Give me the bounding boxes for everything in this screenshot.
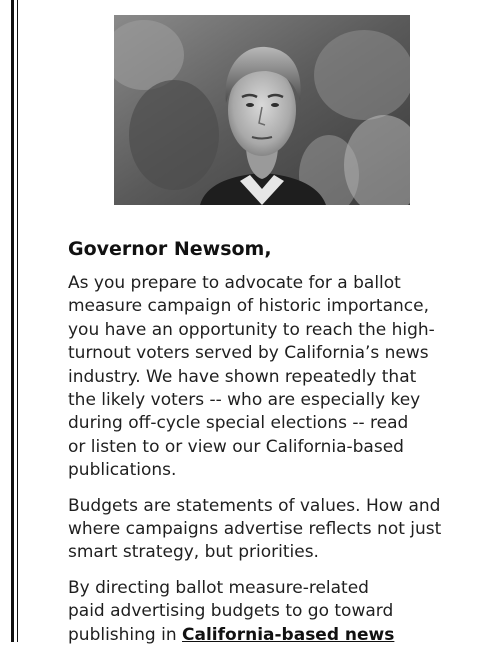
text-line: By directing ballot measure-related	[68, 577, 369, 598]
text-line: paid advertising budgets to go toward	[68, 601, 394, 622]
text-line: publications.	[68, 460, 177, 481]
text-line: the likely voters -- who are especially key	[68, 390, 421, 411]
paragraph-1	[68, 272, 468, 483]
text-line: where campaigns advertise reflects not just	[68, 519, 442, 540]
emphasis-text: California-based news	[182, 624, 395, 645]
letter-body	[68, 236, 468, 659]
portrait-image	[114, 15, 410, 205]
governor-photo	[114, 15, 410, 205]
text-line: Budgets are statements of values. How and	[68, 495, 441, 516]
text-fragment: publishing in	[68, 624, 183, 645]
text-line: turnout voters served by California’s news	[68, 343, 429, 364]
paragraph-3	[68, 577, 468, 647]
text-line: or listen to or view our California-based	[68, 436, 404, 457]
text-line: measure campaign of historic importance,	[68, 296, 429, 317]
letter-greeting: Governor Newsom,	[68, 238, 272, 260]
text-line: industry. We have shown repeatedly that	[68, 366, 417, 387]
text-line: during off-cycle special elections -- read	[68, 413, 409, 434]
paragraph-2	[68, 495, 468, 565]
text-line: you have an opportunity to reach the high-	[68, 319, 435, 340]
text-line: smart strategy, but priorities.	[68, 542, 319, 563]
text-line: As you prepare to advocate for a ballot	[68, 273, 401, 293]
border-rule-thick	[11, 0, 14, 642]
text-line	[68, 624, 468, 647]
border-rule-thin	[17, 0, 18, 642]
